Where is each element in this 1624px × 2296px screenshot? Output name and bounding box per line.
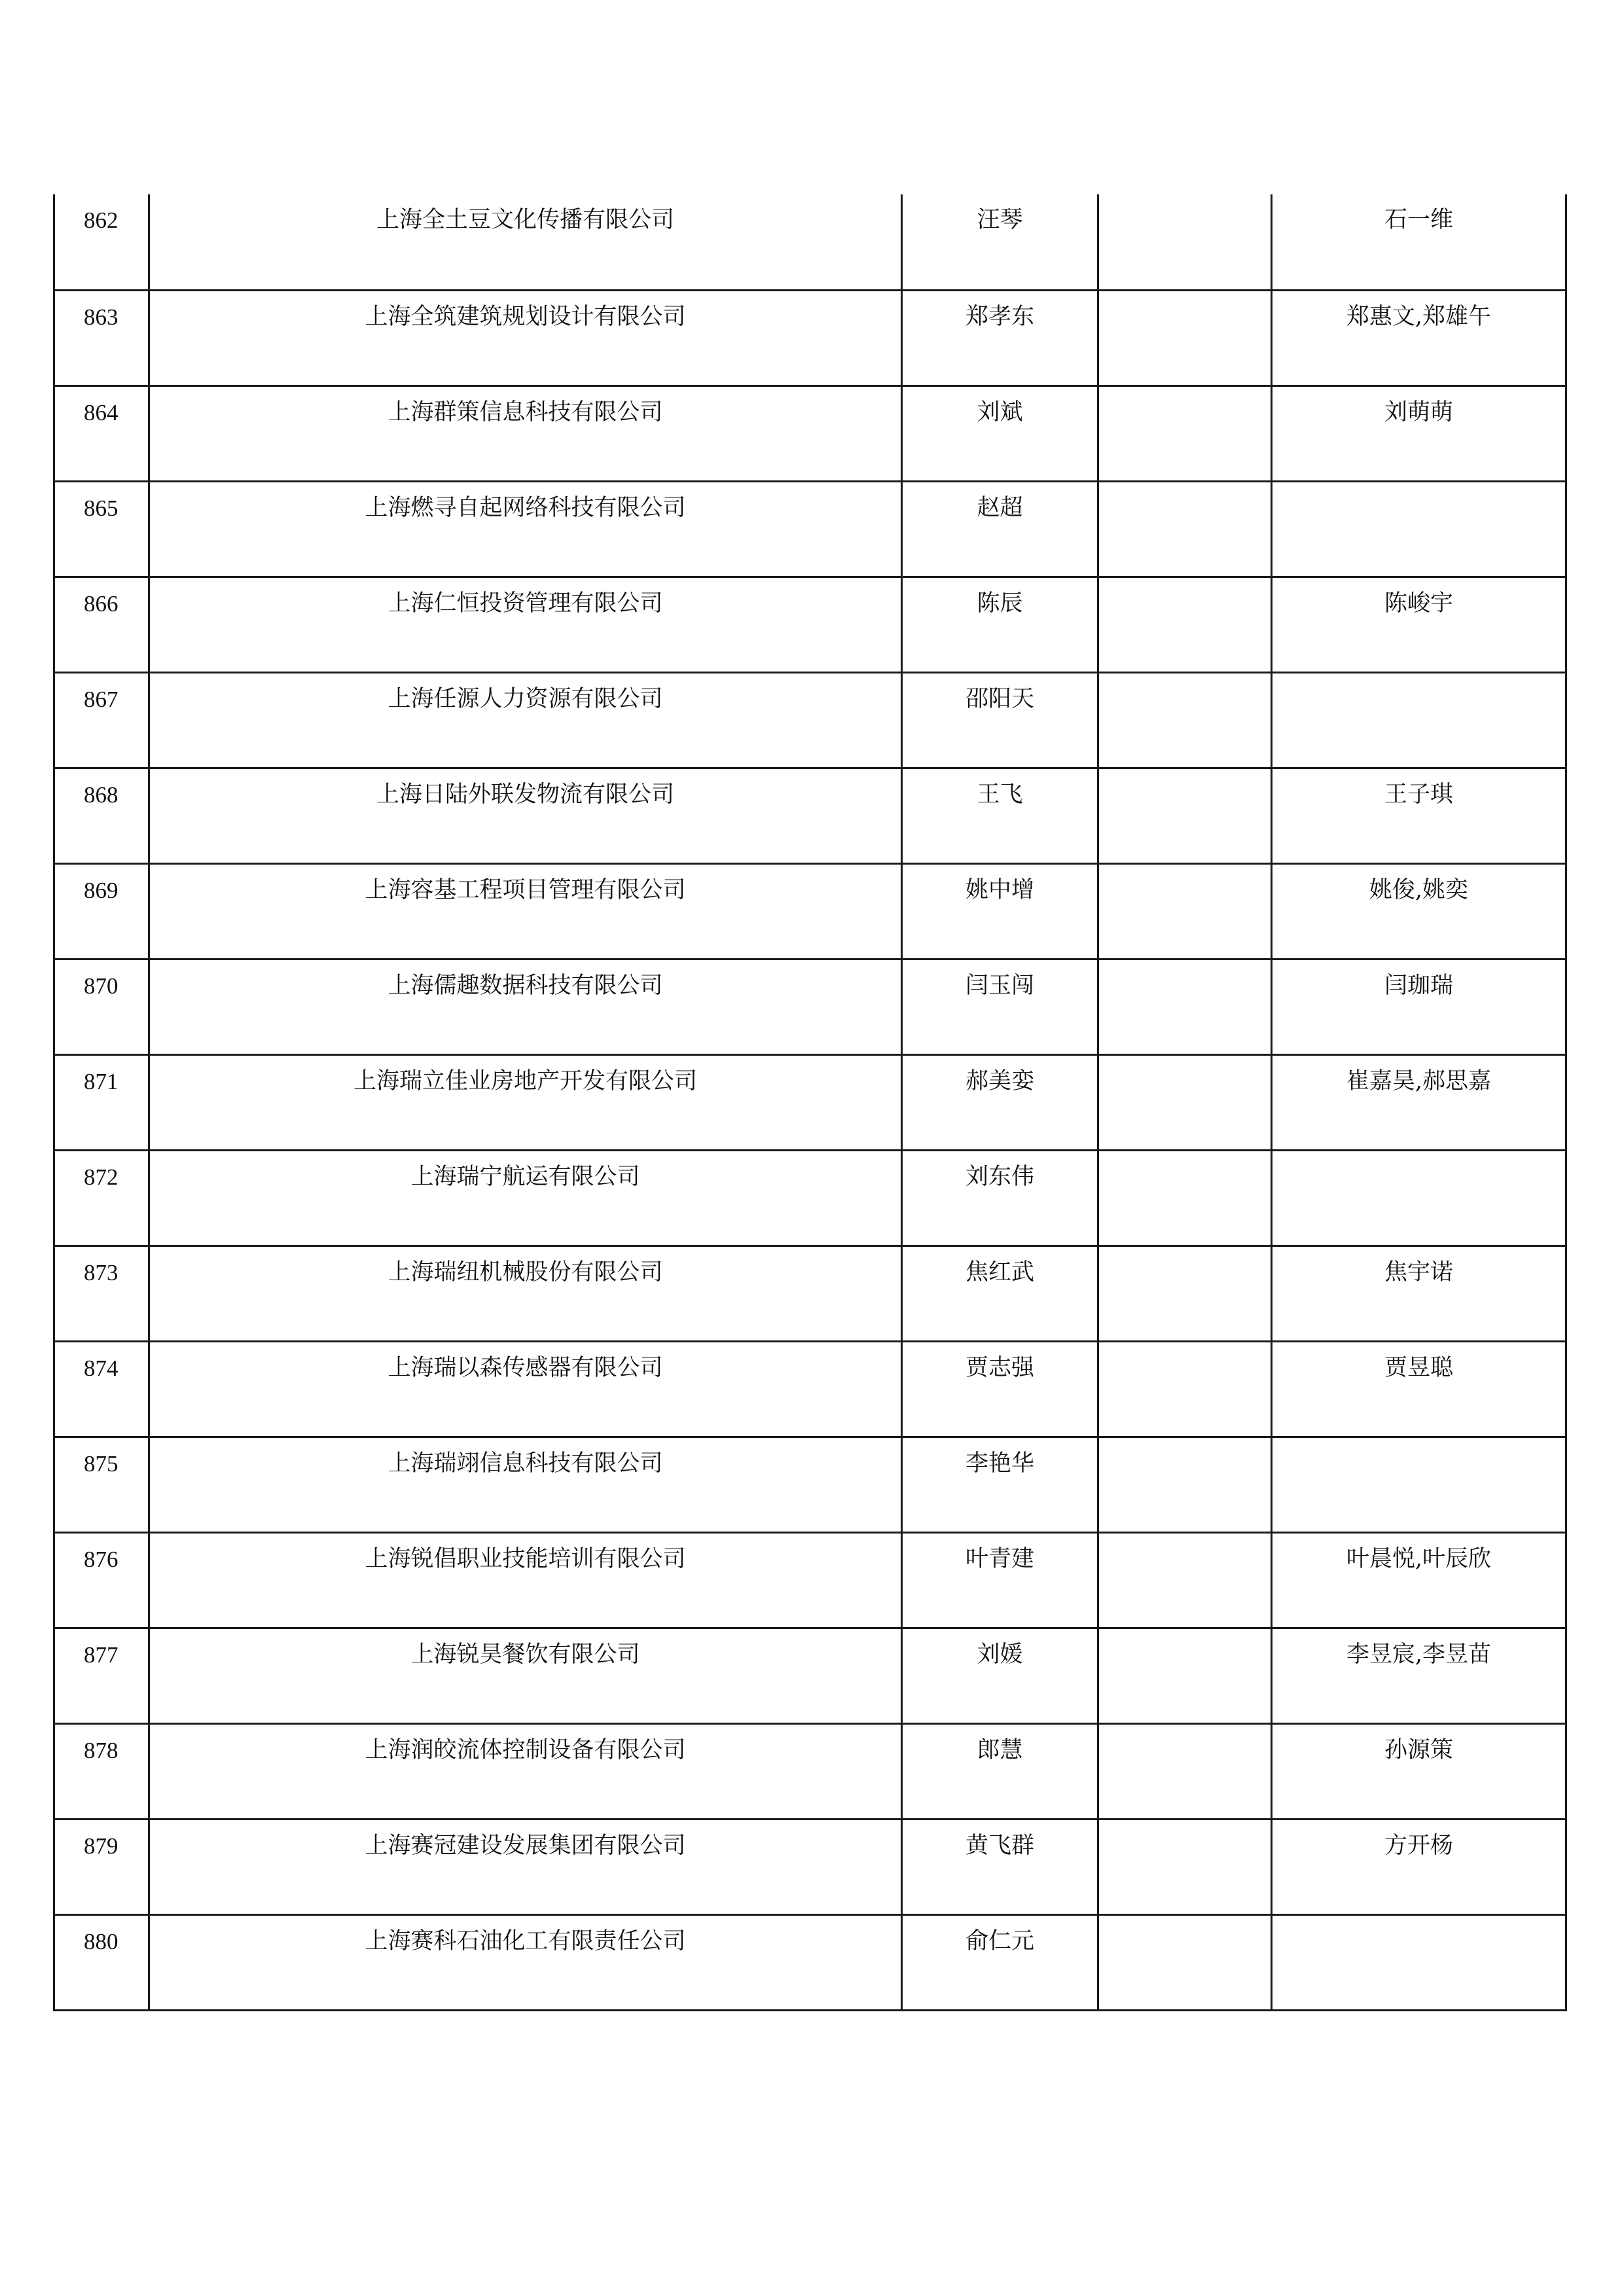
family-names-cell <box>1272 959 1566 1054</box>
family-names-cell <box>1272 290 1566 386</box>
family-names-cell <box>1272 1246 1566 1341</box>
contact-person-cell <box>902 386 1098 481</box>
company-name: 上海润皎流体控制设备有限公司 <box>365 1736 686 1763</box>
company-name: 上海任源人力资源有限公司 <box>388 685 663 712</box>
contact-person: 赵超 <box>977 494 1023 521</box>
contact-person-cell <box>902 1437 1098 1532</box>
family-names <box>1272 1438 1565 1452</box>
row-number-cell <box>54 1914 149 2010</box>
row-number-cell <box>54 1628 149 1723</box>
family-names-cell <box>1272 1054 1566 1150</box>
company-name-cell <box>149 672 902 768</box>
contact-person-cell <box>902 1532 1098 1628</box>
table-row <box>54 863 1566 959</box>
family-names-cell <box>1272 1914 1566 2010</box>
blank-value <box>1099 1725 1271 1739</box>
family-names-cell <box>1272 1628 1566 1723</box>
family-names: 李昱宸,李昱苗 <box>1346 1641 1492 1668</box>
family-names: 方开杨 <box>1384 1832 1453 1859</box>
company-name-cell <box>149 863 902 959</box>
row-number: 866 <box>84 590 118 617</box>
row-number: 862 <box>84 207 118 233</box>
contact-person: 焦红武 <box>965 1259 1034 1285</box>
blank-cell <box>1098 1150 1272 1246</box>
company-name: 上海儒趣数据科技有限公司 <box>388 972 663 999</box>
row-number-cell <box>54 577 149 672</box>
contact-person: 郎慧 <box>977 1736 1023 1763</box>
blank-value <box>1099 1151 1271 1166</box>
contact-person: 陈辰 <box>977 590 1023 617</box>
contact-person-cell <box>902 1914 1098 2010</box>
contact-person: 闫玉闯 <box>965 972 1034 999</box>
row-number: 867 <box>84 686 118 712</box>
table-row <box>54 481 1566 577</box>
contact-person: 刘斌 <box>977 399 1023 425</box>
contact-person: 贾志强 <box>965 1354 1034 1381</box>
row-number: 868 <box>84 781 118 808</box>
contact-person-cell <box>902 1628 1098 1723</box>
family-names-cell <box>1272 863 1566 959</box>
table-row <box>54 1150 1566 1246</box>
table-row <box>54 1246 1566 1341</box>
contact-person: 郝美娈 <box>965 1067 1034 1094</box>
family-names <box>1272 482 1565 497</box>
blank-value <box>1099 673 1271 688</box>
blank-value <box>1099 960 1271 975</box>
contact-person-cell <box>902 1341 1098 1437</box>
table-row <box>54 1628 1566 1723</box>
contact-person-cell <box>902 863 1098 959</box>
row-number-cell <box>54 1246 149 1341</box>
family-names: 崔嘉昊,郝思嘉 <box>1346 1067 1492 1094</box>
contact-person: 汪琴 <box>977 207 1023 233</box>
company-name-cell <box>149 1150 902 1246</box>
contact-person: 俞仁元 <box>965 1928 1034 1954</box>
company-name: 上海日陆外联发物流有限公司 <box>376 781 674 808</box>
contact-person: 郑孝东 <box>965 303 1034 330</box>
family-names-cell <box>1272 1341 1566 1437</box>
family-names-cell <box>1272 481 1566 577</box>
blank-cell <box>1098 1054 1272 1150</box>
table-row <box>54 194 1566 290</box>
blank-cell <box>1098 386 1272 481</box>
table-row <box>54 290 1566 386</box>
table-row <box>54 1819 1566 1914</box>
table-row <box>54 386 1566 481</box>
company-name: 上海赛冠建设发展集团有限公司 <box>365 1832 686 1859</box>
family-names <box>1272 673 1565 688</box>
company-name: 上海赛科石油化工有限责任公司 <box>365 1928 686 1954</box>
blank-value <box>1099 1056 1271 1070</box>
blank-value <box>1099 387 1271 401</box>
row-number: 869 <box>84 877 118 903</box>
blank-value <box>1099 291 1271 306</box>
company-name-cell <box>149 1723 902 1819</box>
row-number: 872 <box>84 1164 118 1190</box>
blank-value <box>1099 1629 1271 1643</box>
blank-cell <box>1098 481 1272 577</box>
company-name: 上海瑞以森传感器有限公司 <box>388 1354 663 1381</box>
table-row <box>54 1723 1566 1819</box>
row-number-cell <box>54 194 149 290</box>
company-name-cell <box>149 1054 902 1150</box>
table-row <box>54 959 1566 1054</box>
blank-value <box>1099 1916 1271 1930</box>
family-names: 石一维 <box>1384 207 1453 233</box>
family-names <box>1272 1916 1565 1930</box>
company-name: 上海容基工程项目管理有限公司 <box>365 876 686 903</box>
row-number-cell <box>54 1054 149 1150</box>
row-number: 876 <box>84 1546 118 1572</box>
row-number: 865 <box>84 495 118 521</box>
blank-cell <box>1098 1532 1272 1628</box>
row-number-cell <box>54 1437 149 1532</box>
company-name-cell <box>149 768 902 863</box>
contact-person: 黄飞群 <box>965 1832 1034 1859</box>
table-row <box>54 1437 1566 1532</box>
row-number-cell <box>54 1341 149 1437</box>
company-name-cell <box>149 481 902 577</box>
table-row <box>54 672 1566 768</box>
company-name-cell <box>149 1914 902 2010</box>
family-names-cell <box>1272 577 1566 672</box>
contact-person: 刘东伟 <box>965 1163 1034 1190</box>
blank-value <box>1099 1438 1271 1452</box>
company-name: 上海瑞纽机械股份有限公司 <box>388 1259 663 1285</box>
blank-cell <box>1098 1723 1272 1819</box>
row-number: 871 <box>84 1068 118 1094</box>
row-number: 879 <box>84 1833 118 1859</box>
contact-person-cell <box>902 959 1098 1054</box>
row-number: 864 <box>84 399 118 425</box>
row-number-cell <box>54 672 149 768</box>
row-number: 880 <box>84 1928 118 1954</box>
table-row <box>54 1532 1566 1628</box>
contact-person-cell <box>902 194 1098 290</box>
family-names: 叶晨悦,叶辰欣 <box>1346 1545 1492 1572</box>
company-name-cell <box>149 1819 902 1914</box>
row-number-cell <box>54 290 149 386</box>
family-names-cell <box>1272 1819 1566 1914</box>
company-name-cell <box>149 577 902 672</box>
contact-person-cell <box>902 1150 1098 1246</box>
family-names-cell <box>1272 386 1566 481</box>
blank-value <box>1099 1534 1271 1548</box>
contact-person: 王飞 <box>977 781 1023 808</box>
table-row <box>54 1341 1566 1437</box>
row-number: 873 <box>84 1259 118 1285</box>
table-row <box>54 768 1566 863</box>
company-name: 上海瑞翊信息科技有限公司 <box>388 1450 663 1477</box>
company-name: 上海瑞宁航运有限公司 <box>410 1163 640 1190</box>
company-name-cell <box>149 1437 902 1532</box>
row-number: 863 <box>84 304 118 330</box>
contact-person-cell <box>902 577 1098 672</box>
blank-value <box>1099 1342 1271 1357</box>
contact-person-cell <box>902 1246 1098 1341</box>
family-names-cell <box>1272 1437 1566 1532</box>
roster-table <box>53 194 1567 2011</box>
contact-person: 邵阳天 <box>965 685 1034 712</box>
row-number-cell <box>54 768 149 863</box>
blank-cell <box>1098 194 1272 290</box>
company-name-cell <box>149 1341 902 1437</box>
company-name-cell <box>149 1246 902 1341</box>
family-names: 闫珈瑞 <box>1384 972 1453 999</box>
blank-value <box>1099 194 1271 209</box>
blank-cell <box>1098 863 1272 959</box>
blank-cell <box>1098 1246 1272 1341</box>
blank-cell <box>1098 959 1272 1054</box>
contact-person: 刘媛 <box>977 1641 1023 1668</box>
blank-cell <box>1098 290 1272 386</box>
contact-person: 李艳华 <box>965 1450 1034 1477</box>
family-names: 焦宇诺 <box>1384 1259 1453 1285</box>
row-number-cell <box>54 386 149 481</box>
row-number-cell <box>54 1819 149 1914</box>
blank-cell <box>1098 1914 1272 2010</box>
roster-table-body <box>54 194 1566 2010</box>
company-name-cell <box>149 1532 902 1628</box>
blank-value <box>1099 1820 1271 1835</box>
contact-person-cell <box>902 481 1098 577</box>
family-names: 王子琪 <box>1384 781 1453 808</box>
company-name: 上海燃寻自起网络科技有限公司 <box>365 494 686 521</box>
company-name-cell <box>149 290 902 386</box>
family-names <box>1272 1151 1565 1166</box>
contact-person: 姚中增 <box>965 876 1034 903</box>
company-name-cell <box>149 194 902 290</box>
blank-cell <box>1098 1437 1272 1532</box>
blank-cell <box>1098 577 1272 672</box>
company-name: 上海瑞立佳业房地产开发有限公司 <box>353 1067 697 1094</box>
company-name: 上海全筑建筑规划设计有限公司 <box>365 303 686 330</box>
row-number: 874 <box>84 1355 118 1381</box>
row-number-cell <box>54 1150 149 1246</box>
blank-cell <box>1098 672 1272 768</box>
row-number-cell <box>54 1532 149 1628</box>
row-number: 870 <box>84 973 118 999</box>
row-number-cell <box>54 1723 149 1819</box>
table-row <box>54 1054 1566 1150</box>
blank-value <box>1099 769 1271 783</box>
contact-person-cell <box>902 1819 1098 1914</box>
table-row <box>54 1914 1566 2010</box>
family-names-cell <box>1272 194 1566 290</box>
family-names-cell <box>1272 1723 1566 1819</box>
blank-value <box>1099 1247 1271 1261</box>
contact-person-cell <box>902 1723 1098 1819</box>
contact-person-cell <box>902 768 1098 863</box>
family-names-cell <box>1272 672 1566 768</box>
contact-person: 叶青建 <box>965 1545 1034 1572</box>
company-name: 上海群策信息科技有限公司 <box>388 399 663 425</box>
family-names: 孙源策 <box>1384 1736 1453 1763</box>
contact-person-cell <box>902 290 1098 386</box>
blank-cell <box>1098 1341 1272 1437</box>
family-names-cell <box>1272 1150 1566 1246</box>
company-name: 上海仁恒投资管理有限公司 <box>388 590 663 617</box>
family-names: 陈峻宇 <box>1384 590 1453 617</box>
company-name: 上海锐昊餐饮有限公司 <box>410 1641 640 1668</box>
blank-value <box>1099 482 1271 497</box>
family-names: 贾昱聪 <box>1384 1354 1453 1381</box>
family-names-cell <box>1272 1532 1566 1628</box>
company-name: 上海全土豆文化传播有限公司 <box>376 207 674 233</box>
blank-value <box>1099 578 1271 592</box>
family-names: 姚俊,姚奕 <box>1369 876 1469 903</box>
blank-cell <box>1098 1819 1272 1914</box>
contact-person-cell <box>902 1054 1098 1150</box>
family-names-cell <box>1272 768 1566 863</box>
row-number: 875 <box>84 1450 118 1477</box>
company-name-cell <box>149 386 902 481</box>
contact-person-cell <box>902 672 1098 768</box>
row-number: 878 <box>84 1737 118 1763</box>
company-name-cell <box>149 959 902 1054</box>
blank-value <box>1099 865 1271 879</box>
company-name-cell <box>149 1628 902 1723</box>
row-number-cell <box>54 863 149 959</box>
company-name: 上海锐倡职业技能培训有限公司 <box>365 1545 686 1572</box>
family-names: 刘萌萌 <box>1384 399 1453 425</box>
table-row <box>54 577 1566 672</box>
row-number-cell <box>54 481 149 577</box>
family-names: 郑惠文,郑雄午 <box>1346 303 1492 330</box>
row-number-cell <box>54 959 149 1054</box>
row-number: 877 <box>84 1641 118 1668</box>
blank-cell <box>1098 1628 1272 1723</box>
blank-cell <box>1098 768 1272 863</box>
